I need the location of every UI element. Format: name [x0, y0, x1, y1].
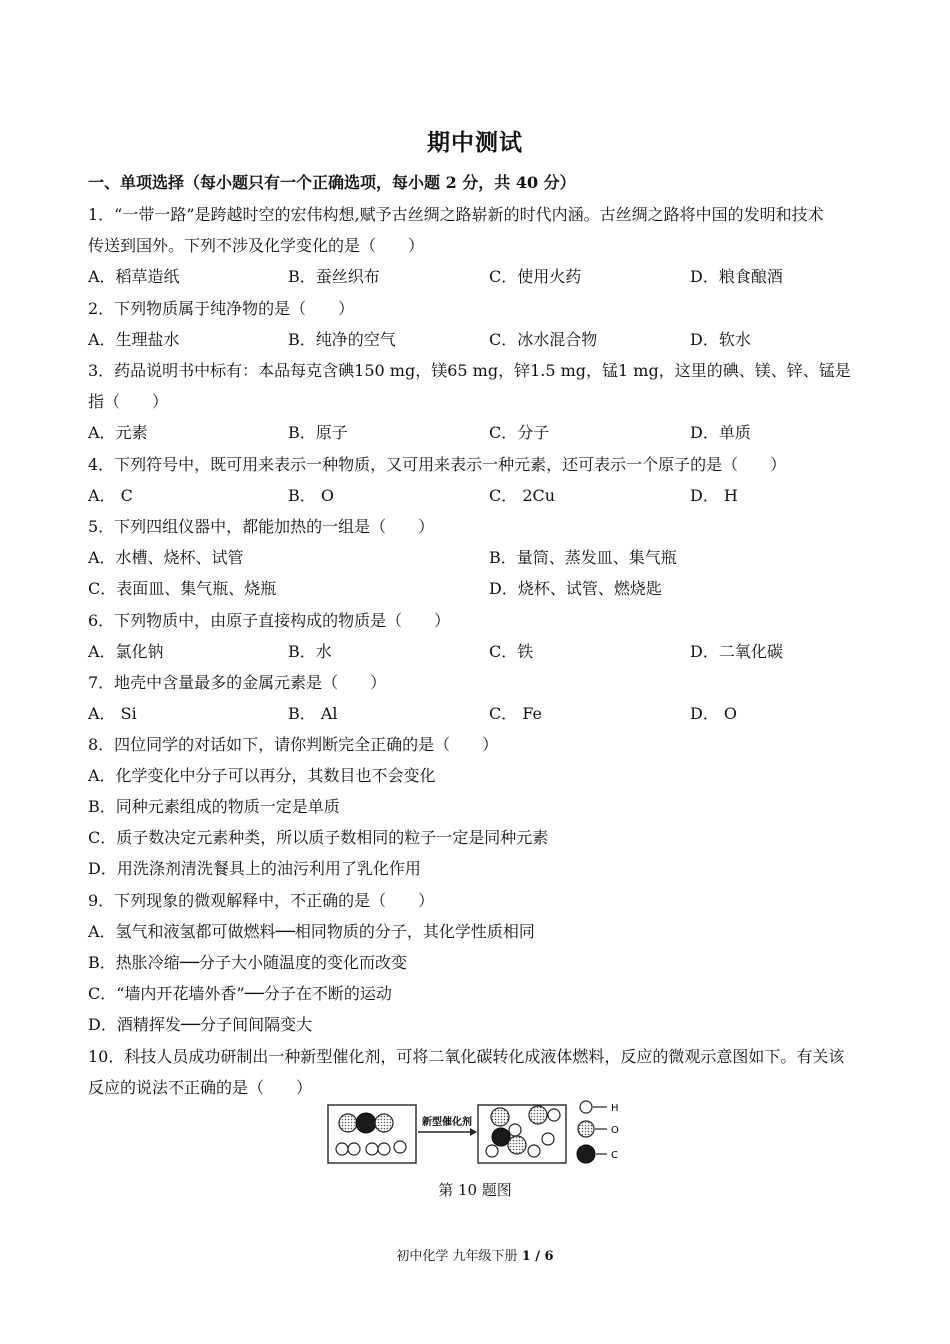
question-5-option-b: B．量筒、蒸发皿、集气瓶 [489, 548, 677, 567]
question-3-option-d: D．单质 [690, 423, 751, 442]
question-7-option-b: B． Al [288, 704, 338, 723]
hydrogen-atom [348, 1143, 360, 1155]
question-4-option-b: B． O [288, 486, 334, 505]
footer-text: 初中化学 九年级下册 [396, 1249, 522, 1264]
question-4-line-1: 4．下列符号中，既可用来表示一种物质，又可用来表示一种元素，还可表示一个原子的是（ ） [88, 455, 787, 474]
legend-hydrogen-symbol [580, 1101, 592, 1113]
question-5-option-c: C．表面皿、集气瓶、烧瓶 [88, 579, 277, 598]
hydrogen-atom [509, 1124, 521, 1136]
question-9-option-d: D．酒精挥发──分子间间隔变大 [88, 1015, 313, 1034]
hydrogen-atom [528, 1145, 540, 1157]
hydrogen-atom [378, 1143, 390, 1155]
question-6-option-b: B．水 [288, 642, 332, 661]
question-2-option-c: C．冰水混合物 [489, 330, 598, 349]
question-1-option-a: A．稻草造纸 [88, 267, 180, 286]
arrow-head [470, 1128, 477, 1136]
question-6-option-d: D．二氧化碳 [690, 642, 783, 661]
question-1-option-b: B．蚕丝织布 [288, 267, 380, 286]
question-7-option-a: A． Si [88, 704, 137, 723]
oxygen-atom [339, 1114, 357, 1132]
hydrogen-atom [336, 1143, 348, 1155]
legend-carbon-label: C [611, 1150, 618, 1161]
legend-oxygen-label: O [611, 1125, 619, 1136]
question-5-option-d: D．烧杯、试管、燃烧匙 [489, 579, 662, 598]
question-7-option-d: D． O [690, 704, 738, 723]
page-title: 期中测试 [427, 129, 523, 156]
oxygen-atom [491, 1108, 509, 1126]
question-2-line-1: 2．下列物质属于纯净物的是（ ） [88, 299, 355, 318]
question-3-option-c: C．分子 [489, 423, 550, 442]
question-2-option-b: B．纯净的空气 [288, 330, 396, 349]
oxygen-atom [529, 1106, 547, 1124]
question-1-option-d: D．粮食酿酒 [690, 267, 783, 286]
question-3-option-b: B．原子 [288, 423, 348, 442]
reaction-diagram [320, 1097, 630, 1169]
section-heading: 一、单项选择（每小题只有一个正确选项，每小题 2 分，共 40 分） [88, 173, 576, 192]
question-8-line-1: 8．四位同学的对话如下，请你判断完全正确的是（ ） [88, 735, 499, 754]
question-7-line-1: 7．地壳中含量最多的金属元素是（ ） [88, 673, 387, 692]
question-4-option-d: D． H [690, 486, 738, 505]
legend-oxygen-symbol [578, 1121, 594, 1137]
carbon-atom [492, 1128, 510, 1146]
arrow-label: 新型催化剂 [422, 1117, 472, 1128]
question-2-option-a: A．生理盐水 [88, 330, 180, 349]
question-5-line-1: 5．下列四组仪器中，都能加热的一组是（ ） [88, 517, 435, 536]
question-9-option-a: A．氢气和液氢都可做燃料──相同物质的分子，其化学性质相同 [88, 922, 535, 941]
page-footer [0, 1245, 950, 1264]
question-9-line-1: 9．下列现象的微观解释中，不正确的是（ ） [88, 891, 435, 910]
question-8-option-a: A．化学变化中分子可以再分，其数目也不会变化 [88, 766, 436, 785]
question-6-line-1: 6．下列物质中，由原子直接构成的物质是（ ） [88, 611, 451, 630]
question-4-option-a: A． C [88, 486, 133, 505]
oxygen-atom [375, 1114, 393, 1132]
question-3-line-2: 指（ ） [88, 392, 169, 411]
hydrogen-atom [394, 1141, 406, 1153]
figure-caption: 第 10 题图 [438, 1181, 512, 1199]
question-8-option-d: D．用洗涤剂清洗餐具上的油污利用了乳化作用 [88, 859, 421, 878]
hydrogen-atom [486, 1145, 498, 1157]
page-number: 1 / 6 [521, 1249, 554, 1264]
question-8-option-c: C．质子数决定元素种类，所以质子数相同的粒子一定是同种元素 [88, 828, 549, 847]
question-5-option-a: A．水槽、烧杯、试管 [88, 548, 244, 567]
legend-hydrogen-label: H [611, 1103, 619, 1114]
question-3-line-1: 3．药品说明书中标有：本品每克含碘150 mg，镁65 mg，锌1.5 mg，锰1 mg，这里的碘、镁、锌、锰是 [88, 361, 851, 380]
question-7-option-c: C． Fe [489, 704, 543, 723]
question-6-option-c: C．铁 [489, 642, 534, 661]
question-6-option-a: A．氯化钠 [88, 642, 164, 661]
question-1-option-c: C．使用火药 [489, 267, 582, 286]
hydrogen-atom [542, 1133, 554, 1145]
question-9-option-c: C．“墙内开花墙外香”──分子在不断的运动 [88, 984, 392, 1003]
question-10-line-1: 10．科技人员成功研制出一种新型催化剂，可将二氧化碳转化成液体燃料，反应的微观示意图如下。有关该 [88, 1047, 845, 1066]
question-1-line-2: 传送到国外。下列不涉及化学变化的是（ ） [88, 236, 425, 255]
question-10-line-2: 反应的说法不正确的是（ ） [88, 1078, 313, 1097]
question-2-option-d: D．软水 [690, 330, 751, 349]
carbon-atom [356, 1113, 376, 1133]
question-1-line-1: 1．“一带一路”是跨越时空的宏伟构想,赋予古丝绸之路崭新的时代内涵。古丝绸之路将中国的发明和技术 [88, 205, 824, 224]
question-8-option-b: B．同种元素组成的物质一定是单质 [88, 797, 340, 816]
hydrogen-atom [548, 1109, 560, 1121]
question-3-option-a: A．元素 [88, 423, 148, 442]
hydrogen-atom [366, 1143, 378, 1155]
question-9-option-b: B．热胀冷缩──分子大小随温度的变化而改变 [88, 953, 408, 972]
legend-carbon-symbol [577, 1145, 595, 1163]
question-4-option-c: C． 2Cu [489, 486, 556, 505]
oxygen-atom [508, 1136, 526, 1154]
